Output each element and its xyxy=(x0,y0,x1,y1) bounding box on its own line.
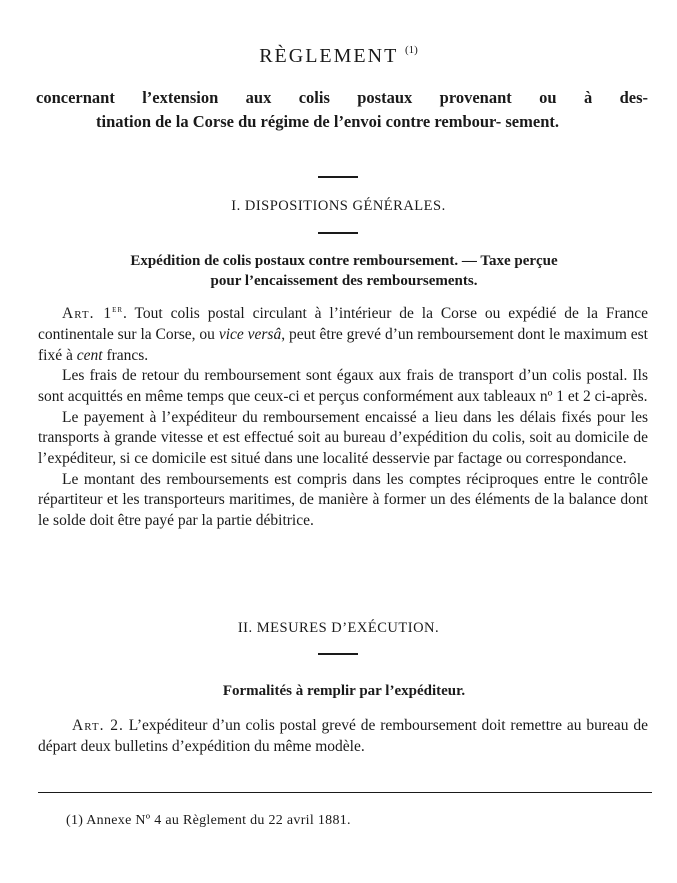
article-1-label: Art. 1er xyxy=(62,304,124,323)
subheading-line-1: Expédition de colis postaux contre remboursement. — Taxe perçue xyxy=(130,253,558,269)
page-title xyxy=(0,44,677,68)
document-subtitle xyxy=(36,86,648,134)
subtitle-line-1: concernant l’extension aux colis postaux provenant ou à des- xyxy=(36,88,648,107)
section-1-body xyxy=(38,300,648,532)
footnote: (1) Annexe Nº 4 au Règlement du 22 avril 1881. xyxy=(66,813,351,828)
article-2-paragraph: Art. 2. L’expéditeur d’un colis postal grevé de remboursement doit remettre au bureau de départ deux bulletins d’expédition du même modèle. xyxy=(38,717,649,755)
article-2-label: Art. 2. xyxy=(72,717,124,734)
article-1-paragraph-4: Le montant des remboursements est compris dans les comptes réciproques entre le contrôle répartiteur et les transporteurs maritimes, de manière à former un des éléments de la balance dont le solde doit être payé par la partie débitrice. xyxy=(38,470,648,530)
section-1-heading: I. DISPOSITIONS GÉNÉRALES. xyxy=(231,198,446,214)
section-1-subheading xyxy=(40,251,648,291)
article-1-paragraph: Art. 1er. Tout colis postal circulant à l’intérieur de la Corse ou expédié de la France continentale sur la Corse, ou vice versâ, peut être grevé d’un remboursement dont le maximum est fixé à cent francs. xyxy=(38,304,648,364)
section-2-body xyxy=(38,716,648,757)
section-2-heading: II. MESURES D’EXÉCUTION. xyxy=(237,620,440,636)
section-2-subheading: Formalités à remplir par l’expéditeur. xyxy=(222,683,466,699)
subtitle-rest: tination de la Corse du régime de l’envoi contre rembour- sement. xyxy=(96,112,559,131)
divider-rule xyxy=(318,653,358,655)
subheading-line-2: pour l’encaissement des remboursements. xyxy=(210,273,478,289)
title-text: RÈGLEMENT xyxy=(259,45,398,67)
article-1-paragraph-2: Les frais de retour du remboursement sont égaux aux frais de transport d’un colis postal. Ils sont acquittés en même temps que ceux-ci et perçus conformément aux tableaux nº 1 et 2 ci-après. xyxy=(38,367,648,405)
article-1-paragraph-3: Le payement à l’expéditeur du remboursement encaissé a lieu dans les délais fixés pour les transports à grande vitesse et est effectué soit au bureau d’expédition du colis, soit au domicile de l’expéditeur, si ce domicile est situé dans une localité desservie par factage ou correspondance. xyxy=(38,408,648,468)
footnote-divider xyxy=(38,792,652,793)
divider-rule xyxy=(318,232,358,234)
title-footnote-ref: (1) xyxy=(404,44,418,56)
divider-rule xyxy=(318,176,358,178)
